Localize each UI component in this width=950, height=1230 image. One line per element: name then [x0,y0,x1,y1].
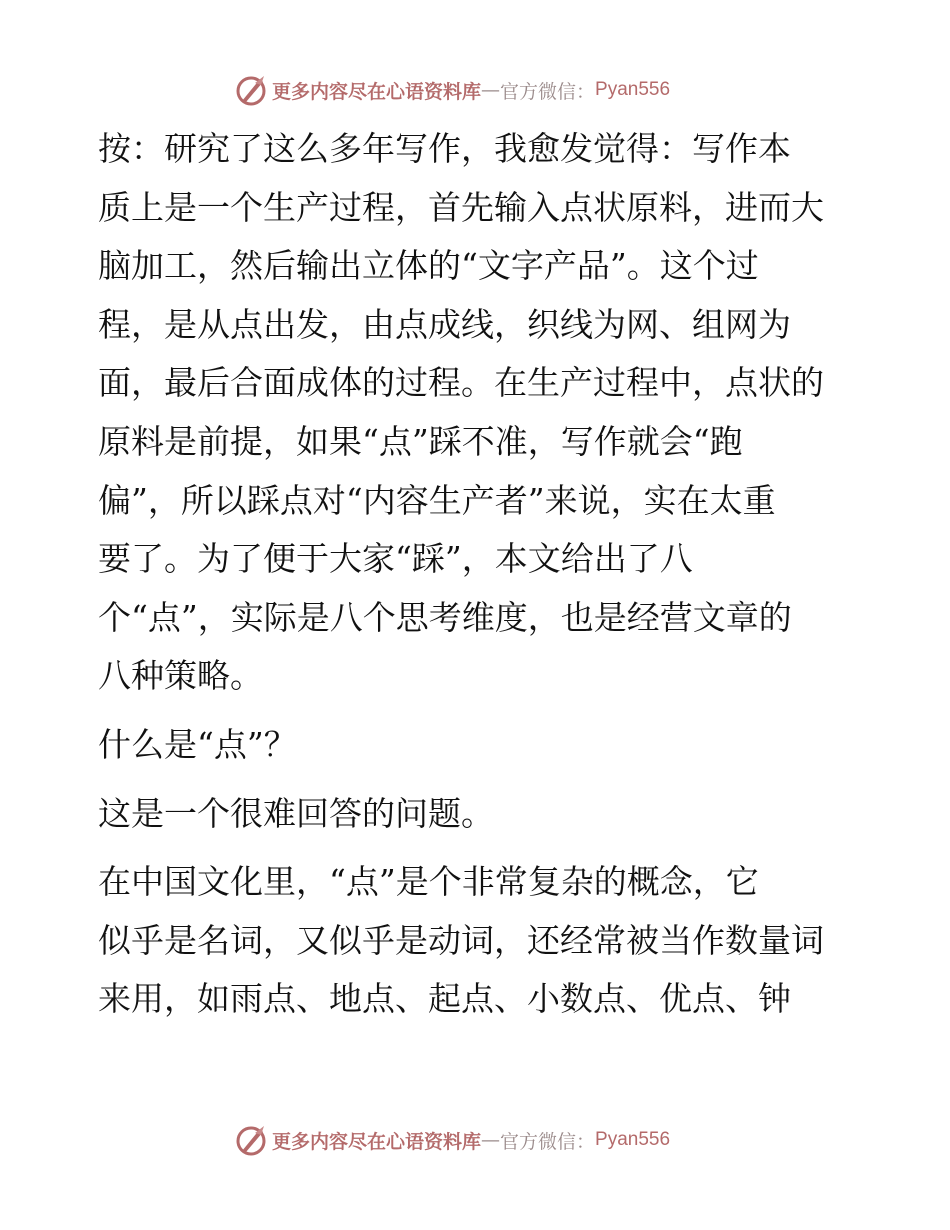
watermark-separator: — [481,79,501,101]
answer-paragraph: 这是一个很难回答的问题。 [98,793,494,833]
watermark-wechat-label: 官方微信： [500,80,596,103]
intro-paragraph [98,120,858,706]
text-line: 偏”，所以踩点对“内容生产者”来说，实在太重 [98,480,776,520]
text-line: 程，是从点出发，由点成线，织线为网、组网为 [98,304,791,344]
watermark-site-text: 更多内容尽在心语资料库 [272,80,482,103]
footer-watermark [234,1122,670,1158]
text-line: 按：研究了这么多年写作，我愈发觉得：写作本 [98,129,791,168]
paragraph-gap [98,843,858,853]
text-line: 面，最后合面成体的过程。在生产过程中，点状的 [98,363,824,403]
header-watermark [234,72,670,108]
text-line: 在中国文化里，“点”是个非常复杂的概念，它 [98,862,759,902]
quill-logo-icon [234,1123,268,1157]
text-line: 质上是一个生产过程，首先输入点状原料，进而大 [98,187,824,227]
question-paragraph: 什么是“点”？ [98,724,297,764]
text-line: 八种策略。 [98,656,263,696]
text-line: 要了。为了便于大家“踩”，本文给出了八 [98,539,693,579]
text-line: 原料是前提，如果“点”踩不准，写作就会“跑 [98,421,743,461]
paragraph-gap [98,775,858,785]
watermark-site-text: 更多内容尽在心语资料库 [272,1130,482,1153]
paragraph-gap [98,706,858,716]
text-line: 来用，如雨点、地点、起点、小数点、优点、钟 [98,979,791,1019]
article-body [98,120,858,1029]
text-line: 脑加工，然后输出立体的“文字产品”。这个过 [98,246,759,286]
watermark-separator: — [481,1129,501,1151]
culture-paragraph [98,853,858,1029]
text-line: 个“点”，实际是八个思考维度，也是经营文章的 [98,597,792,637]
watermark-wechat-label: 官方微信： [500,1130,596,1153]
quill-logo-icon [234,73,268,107]
watermark-wechat-id: Pyan556 [595,79,671,100]
text-line: 似乎是名词，又似乎是动词，还经常被当作数量词 [98,920,824,960]
watermark-wechat-id: Pyan556 [595,1129,671,1150]
